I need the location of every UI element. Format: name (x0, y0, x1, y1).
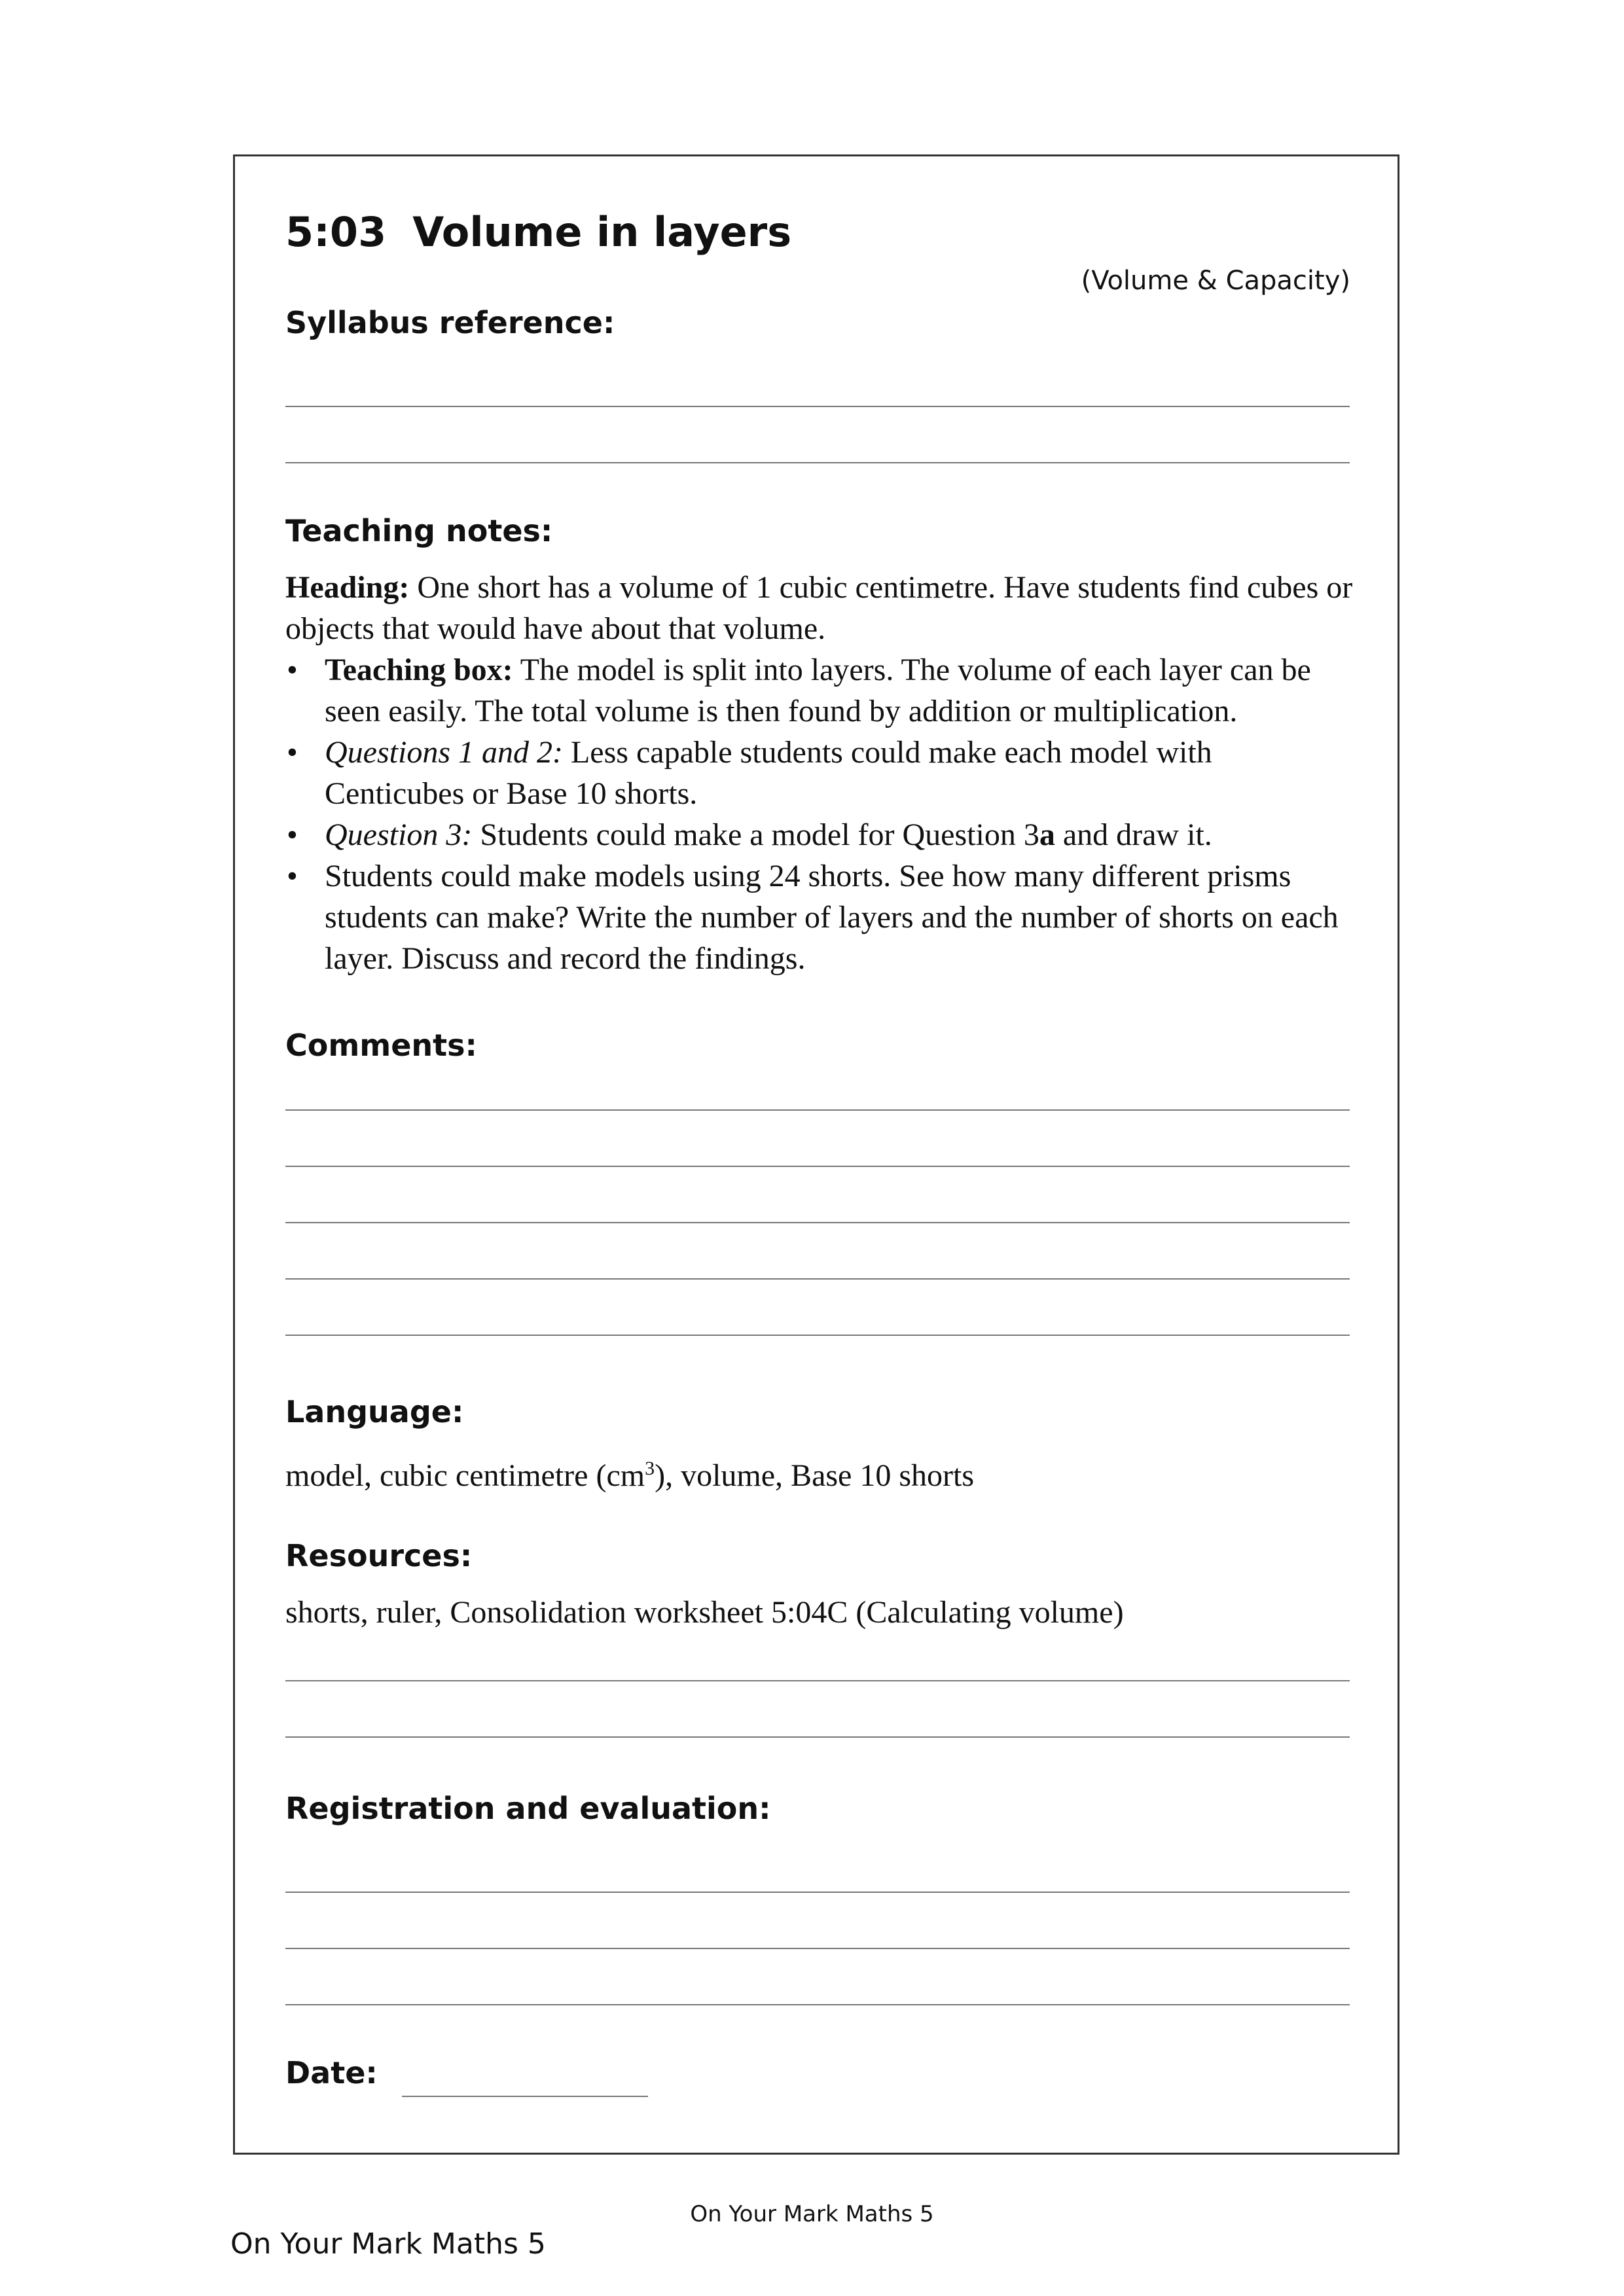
language-heading: Language: (285, 1394, 464, 1429)
item-text: Less capable students could make each model with Centicubes or Base 10 shorts. (325, 735, 1212, 811)
teaching-intro (285, 567, 1359, 649)
comments-line-4[interactable] (285, 1278, 1350, 1280)
item-label: Question 3: (325, 817, 473, 852)
language-text-end: ), volume, Base 10 shorts (655, 1458, 975, 1493)
list-item (285, 855, 1359, 979)
list-item (285, 649, 1359, 732)
registration-line-2[interactable] (285, 1948, 1350, 1949)
title-text: Volume in layers (412, 208, 792, 256)
item-label: Teaching box: (325, 653, 513, 687)
strand-label: (Volume & Capacity) (1081, 266, 1350, 296)
teaching-bullet-list (285, 649, 1359, 979)
resources-text: shorts, ruler, Consolidation worksheet 5:04C (Calculating volume) (285, 1595, 1124, 1630)
intro-label: Heading: (285, 570, 410, 605)
teaching-notes-heading: Teaching notes: (285, 513, 553, 548)
date-label: Date: (285, 2055, 378, 2090)
bullet-icon: • (287, 859, 298, 893)
comments-heading: Comments: (285, 1028, 477, 1063)
registration-line-3[interactable] (285, 2004, 1350, 2005)
resources-line-2[interactable] (285, 1736, 1350, 1738)
comments-line-3[interactable] (285, 1222, 1350, 1223)
intro-text: One short has a volume of 1 cubic centimetre. Have students find cubes or objects that would have about that volume. (285, 570, 1353, 646)
item-text: Students could make models using 24 shorts. See how many different prisms students can make? Write the number of layers and the number of shorts on each layer. Discuss and record the findings. (325, 859, 1339, 976)
language-text-start: model, cubic centimetre (cm (285, 1458, 645, 1493)
bullet-icon: • (287, 817, 298, 852)
bullet-icon: • (287, 653, 298, 687)
resources-line-1[interactable] (285, 1680, 1350, 1681)
resources-heading: Resources: (285, 1538, 473, 1573)
superscript-three: 3 (645, 1458, 655, 1479)
syllabus-line-2[interactable] (285, 462, 1350, 463)
list-item (285, 814, 1359, 855)
item-label: Questions 1 and 2: (325, 735, 563, 770)
registration-heading: Registration and evaluation: (285, 1791, 771, 1826)
item-bold-suffix: a (1039, 817, 1055, 852)
language-text (285, 1448, 974, 1496)
footer-left-text: On Your Mark Maths 5 (230, 2227, 546, 2261)
comments-line-2[interactable] (285, 1166, 1350, 1167)
page-title (285, 208, 791, 256)
list-item (285, 732, 1359, 814)
item-text: Students could make a model for Question 3 (472, 817, 1039, 852)
footer-center-text: On Your Mark Maths 5 (690, 2201, 934, 2227)
title-number: 5:03 (285, 208, 387, 256)
bullet-icon: • (287, 735, 298, 770)
comments-line-1[interactable] (285, 1109, 1350, 1111)
item-text: The model is split into layers. The volume of each layer can be seen easily. The total volume is then found by addition or multiplication. (325, 653, 1311, 728)
date-field-line[interactable] (402, 2096, 648, 2097)
registration-line-1[interactable] (285, 1892, 1350, 1893)
comments-line-5[interactable] (285, 1335, 1350, 1336)
teaching-notes-body (285, 567, 1359, 979)
syllabus-heading: Syllabus reference: (285, 305, 615, 340)
syllabus-line-1[interactable] (285, 406, 1350, 407)
page-frame (233, 154, 1399, 2155)
item-tail: and draw it. (1055, 817, 1212, 852)
